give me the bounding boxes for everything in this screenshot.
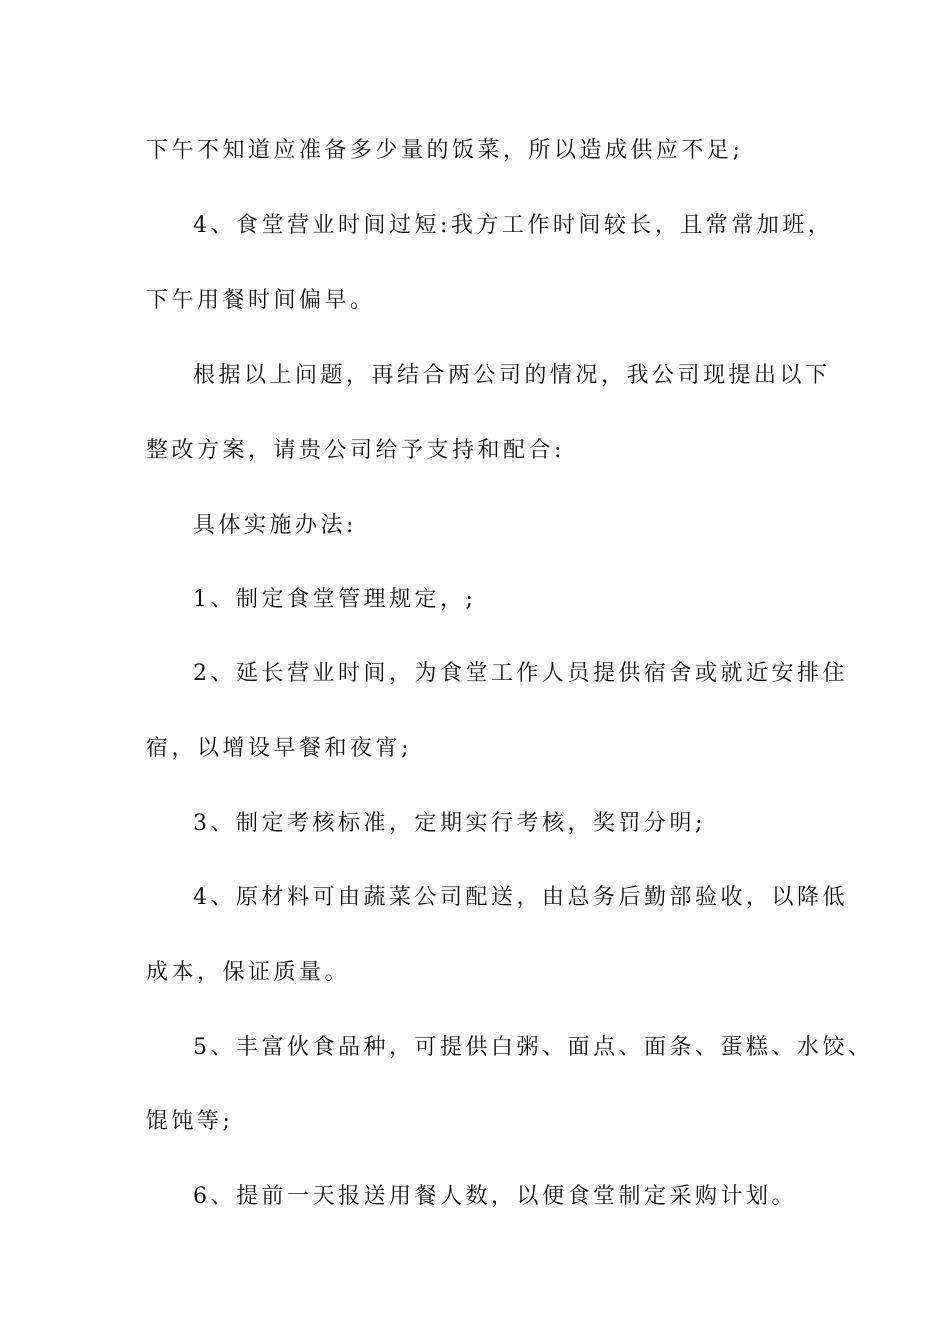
text-line-10: 3、制定考核标准，定期实行考核，奖罚分明; — [193, 811, 706, 836]
text-line-6: 具体实施办法: — [193, 513, 357, 538]
text-line-7: 1、制定食堂管理规定，; — [193, 587, 477, 612]
text-line-11: 4、原材料可由蔬菜公司配送，由总务后勤部验收，以降低 — [193, 885, 848, 910]
text-line-4: 根据以上问题，再结合两公司的情况，我公司现提出以下 — [193, 363, 831, 388]
text-line-5: 整改方案，请贵公司给予支持和配合: — [146, 438, 565, 463]
text-line-9: 宿，以增设早餐和夜宵; — [146, 736, 412, 761]
text-line-12: 成本，保证质量。 — [146, 960, 351, 985]
text-line-3: 下午用餐时间偏早。 — [146, 288, 376, 313]
text-line-1: 下午不知道应准备多少量的饭菜，所以造成供应不足; — [146, 138, 744, 163]
text-line-2: 4、食堂营业时间过短:我方工作时间较长，且常常加班， — [193, 213, 834, 238]
text-line-15: 6、提前一天报送用餐人数，以便食堂制定采购计划。 — [193, 1184, 797, 1209]
text-line-8: 2、延长营业时间，为食堂工作人员提供宿舍或就近安排住 — [193, 661, 848, 686]
text-line-14: 馄饨等; — [146, 1109, 234, 1134]
text-line-13: 5、丰富伙食品种，可提供白粥、面点、面条、蛋糕、水饺、 — [193, 1035, 874, 1060]
